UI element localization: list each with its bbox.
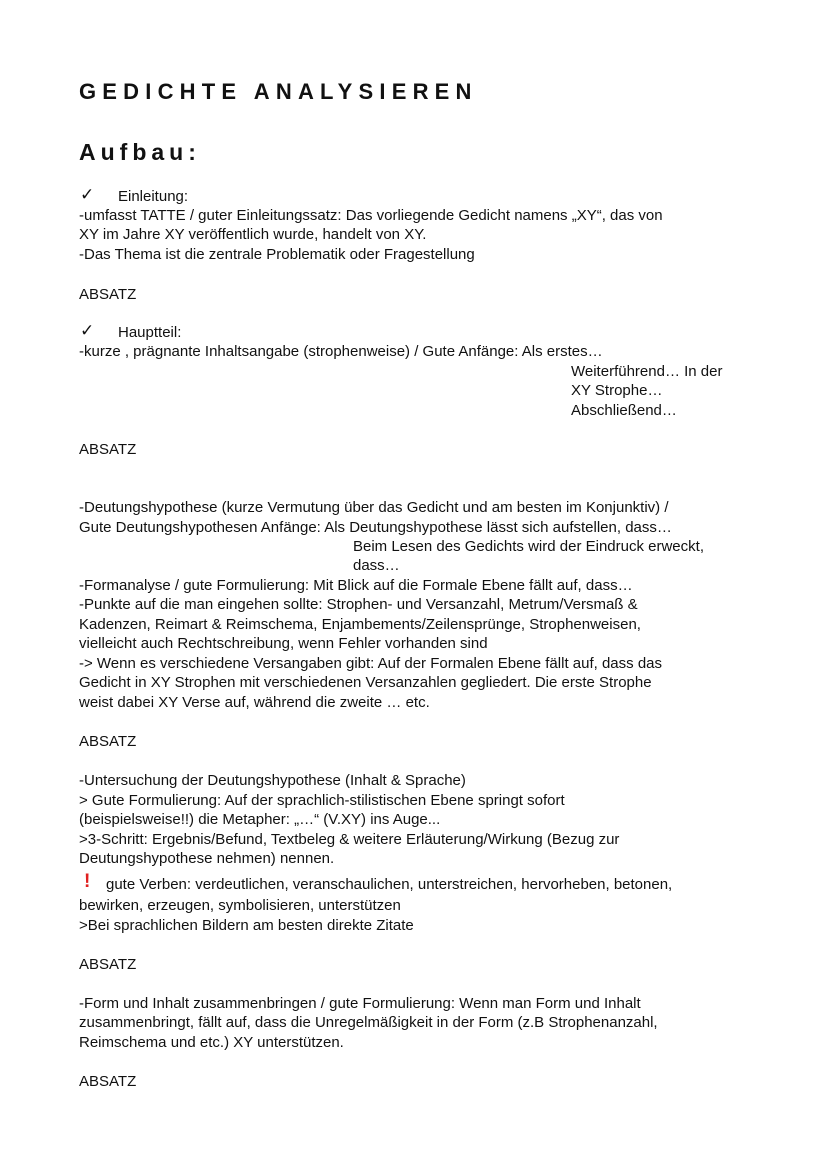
einleitung-line: -Das Thema ist die zentrale Problematik oder Fragestellung <box>79 246 475 263</box>
hauptteil-heading: Hauptteil: <box>118 324 182 341</box>
form-inhalt-line: -Form und Inhalt zusammenbringen / gute Formulierung: Wenn man Form und Inhalt <box>79 995 641 1012</box>
hauptteil-line: -kurze , prägnante Inhaltsangabe (strophenweise) / Gute Anfänge: Als erstes… <box>79 343 603 360</box>
deutung-line: -Formanalyse / gute Formulierung: Mit Blick auf die Formale Ebene fällt auf, dass… <box>79 577 633 594</box>
absatz-label: ABSATZ <box>79 733 137 750</box>
untersuchung-line: Deutungshypothese nehmen) nennen. <box>79 850 335 867</box>
absatz-label: ABSATZ <box>79 956 137 973</box>
absatz-label: ABSATZ <box>79 286 137 303</box>
exclamation-icon: ! <box>84 871 91 892</box>
document-title: GEDICHTE ANALYSIEREN <box>79 79 478 104</box>
form-inhalt-line: zusammenbringt, fällt auf, dass die Unregelmäßigkeit in der Form (z.B Strophenanzahl, <box>79 1014 658 1031</box>
deutung-continuation: Beim Lesen des Gedichts wird der Eindruck erweckt, <box>353 538 704 555</box>
einleitung-line: XY im Jahre XY veröffentlich wurde, handelt von XY. <box>79 226 427 243</box>
section-heading-aufbau: Aufbau: <box>79 139 201 165</box>
deutung-line: -Deutungshypothese (kurze Vermutung über das Gedicht und am besten im Konjunktiv) / <box>79 499 669 516</box>
untersuchung-line: >Bei sprachlichen Bildern am besten direkte Zitate <box>79 917 414 934</box>
checkmark-icon: ✓ <box>80 185 95 204</box>
deutung-line: Gute Deutungshypothesen Anfänge: Als Deutungshypothese lässt sich aufstellen, dass… <box>79 519 672 536</box>
untersuchung-line: -Untersuchung der Deutungshypothese (Inhalt & Sprache) <box>79 772 466 789</box>
untersuchung-line: (beispielsweise!!) die Metapher: „…“ (V.XY) ins Auge... <box>79 811 441 828</box>
hauptteil-continuation: Weiterführend… In der <box>571 363 723 380</box>
hauptteil-continuation: Abschließend… <box>571 402 677 419</box>
absatz-label: ABSATZ <box>79 1073 137 1090</box>
deutung-continuation: dass… <box>353 557 400 574</box>
form-inhalt-line: Reimschema und etc.) XY unterstützen. <box>79 1034 344 1051</box>
absatz-label: ABSATZ <box>79 441 137 458</box>
untersuchung-line: >3-Schritt: Ergebnis/Befund, Textbeleg & weitere Erläuterung/Wirkung (Bezug zur <box>79 831 620 848</box>
deutung-line: -> Wenn es verschiedene Versangaben gibt: Auf der Formalen Ebene fällt auf, dass das <box>79 655 663 672</box>
deutung-line: weist dabei XY Verse auf, während die zweite … etc. <box>79 694 430 711</box>
untersuchung-line: > Gute Formulierung: Auf der sprachlich-stilistischen Ebene springt sofort <box>79 792 565 809</box>
hauptteil-continuation: XY Strophe… <box>571 382 663 399</box>
deutung-line: vielleicht auch Rechtschreibung, wenn Fehler vorhanden sind <box>79 635 488 652</box>
verbs-line: gute Verben: verdeutlichen, veranschaulichen, unterstreichen, hervorheben, betonen, <box>106 876 673 893</box>
untersuchung-line: bewirken, erzeugen, symbolisieren, unterstützen <box>79 897 401 914</box>
einleitung-line: -umfasst TATTE / guter Einleitungssatz: Das vorliegende Gedicht namens „XY“, das von <box>79 207 663 224</box>
einleitung-heading: Einleitung: <box>118 188 189 205</box>
checkmark-icon: ✓ <box>80 321 95 340</box>
deutung-line: Kadenzen, Reimart & Reimschema, Enjambements/Zeilensprünge, Strophenweisen, <box>79 616 641 633</box>
deutung-line: -Punkte auf die man eingehen sollte: Strophen- und Versanzahl, Metrum/Versmaß & <box>79 596 638 613</box>
deutung-line: Gedicht in XY Strophen mit verschiedenen Versanzahlen gegliedert. Die erste Strophe <box>79 674 652 691</box>
